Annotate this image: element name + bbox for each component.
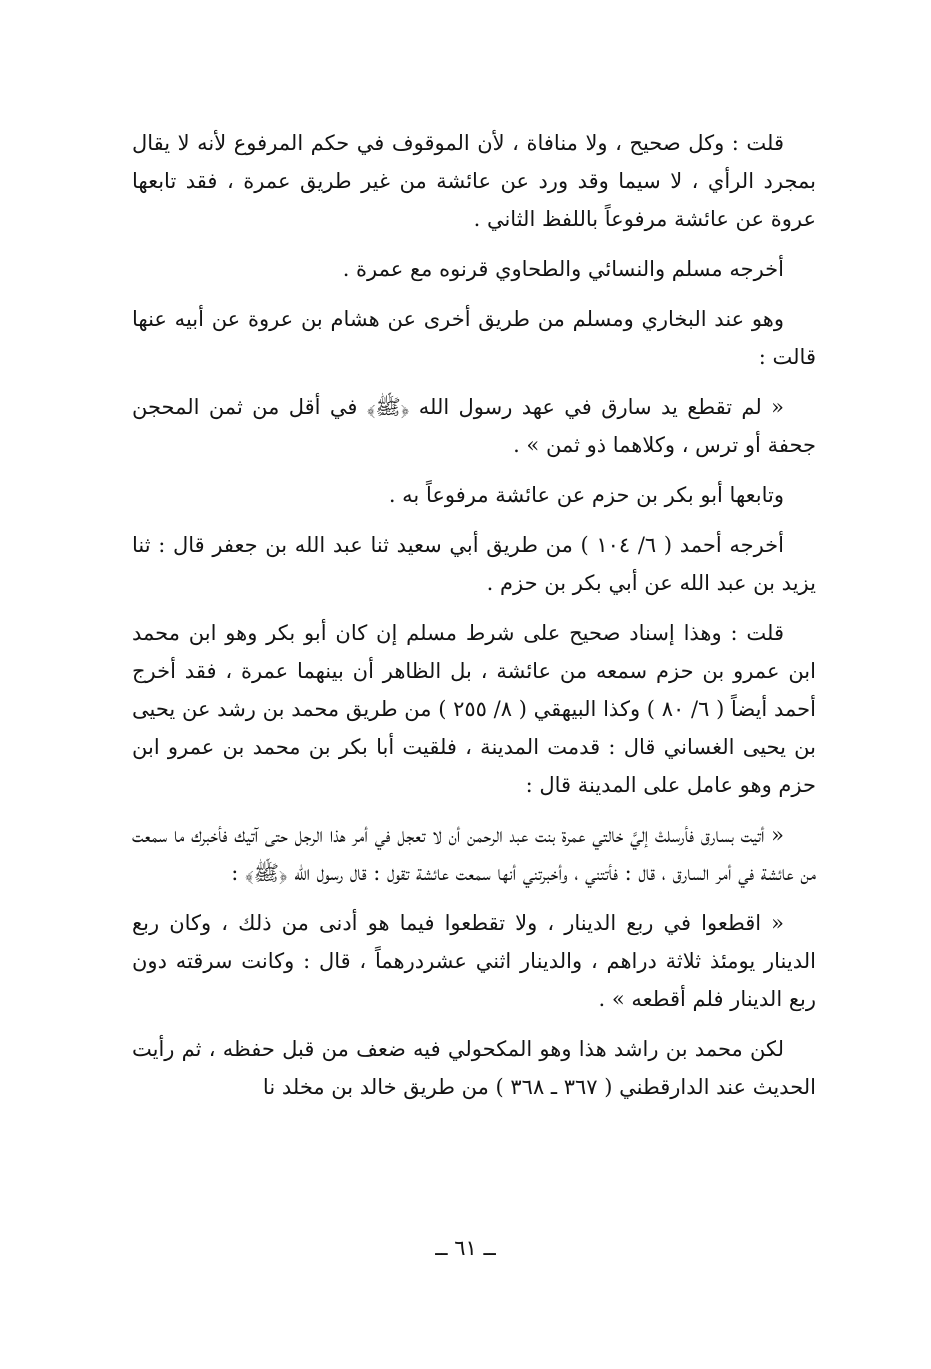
paragraph-8-quote: « أتيت بسارق فأرسلتْ إليَّ خالتي عمرة بنت عبد الرحمن أن لا تعجل في أمر هذا الرجل حتى آتيك فأخبرك ما سمعت من عائشة في أمر السارق ، قال : فأتتني ، وأخبرتني أنها سمعت عائشة تقول : قال رسول الله ﴿ﷺ﴾ : bbox=[132, 823, 816, 885]
body-text bbox=[132, 124, 816, 1118]
paragraph-2: أخرجه مسلم والنسائي والطحاوي قرنوه مع عمرة . bbox=[342, 257, 784, 281]
paragraph-3: وهو عند البخاري ومسلم من طريق أخرى عن هشام بن عروة عن أبيه عنها قالت : bbox=[132, 307, 816, 369]
paragraph-10: لكن محمد بن راشد هذا وهو المكحولي فيه ضعف من قبل حفظه ، ثم رأيت الحديث عند الدارقطني ( ٣٦٧ ـ ٣٦٨ ) من طريق خالد بن مخلد نا bbox=[132, 1037, 816, 1099]
paragraph-9-quote: « اقطعوا في ربع الدينار ، ولا تقطعوا فيما هو أدنى من ذلك ، وكان ربع الدينار يومئذ ثلاثة دراهم ، والدينار اثني عشردرهماً ، قال : وكانت سرقته دون ربع الدينار فلم أقطعه » . bbox=[132, 911, 816, 1011]
page-number: ــ ٦١ ــ bbox=[435, 1236, 496, 1260]
paragraph-4-quote: « لم تقطع يد سارق في عهد رسول الله ﴿ﷺ﴾ في أقل من ثمن المحجن جحفة أو ترس ، وكلاهما ذو ثمن » . bbox=[132, 395, 816, 457]
paragraph-6: أخرجه أحمد ( ٦/ ١٠٤ ) من طريق أبي سعيد ثنا عبد الله بن جعفر قال : ثنا يزيد بن عبد الله عن أبي بكر بن حزم . bbox=[132, 533, 816, 595]
paragraph-1: قلت : وكل صحيح ، ولا منافاة ، لأن الموقوف في حكم المرفوع لأنه لا يقال بمجرد الرأي ، لا سيما وقد ورد عن عائشة من غير طريق عمرة ، فقد تابعها عروة عن عائشة مرفوعاً باللفظ الثاني . bbox=[132, 131, 816, 231]
paragraph-7: قلت : وهذا إسناد صحيح على شرط مسلم إن كان أبو بكر وهو ابن محمد ابن عمرو بن حزم سمعه من عائشة ، بل الظاهر أن بينهما عمرة ، فقد أخرج أحمد أيضاً ( ٦/ ٨٠ ) وكذا البيهقي ( ٨/ ٢٥٥ ) من طريق محمد بن رشد عن يحيى بن يحيى الغساني قال : قدمت المدينة ، فلقيت أبا بكر بن محمد بن عمرو ابن حزم وهو عامل على المدينة قال : bbox=[132, 621, 816, 797]
paragraph-5: وتابعها أبو بكر بن حزم عن عائشة مرفوعاً به . bbox=[388, 483, 784, 507]
